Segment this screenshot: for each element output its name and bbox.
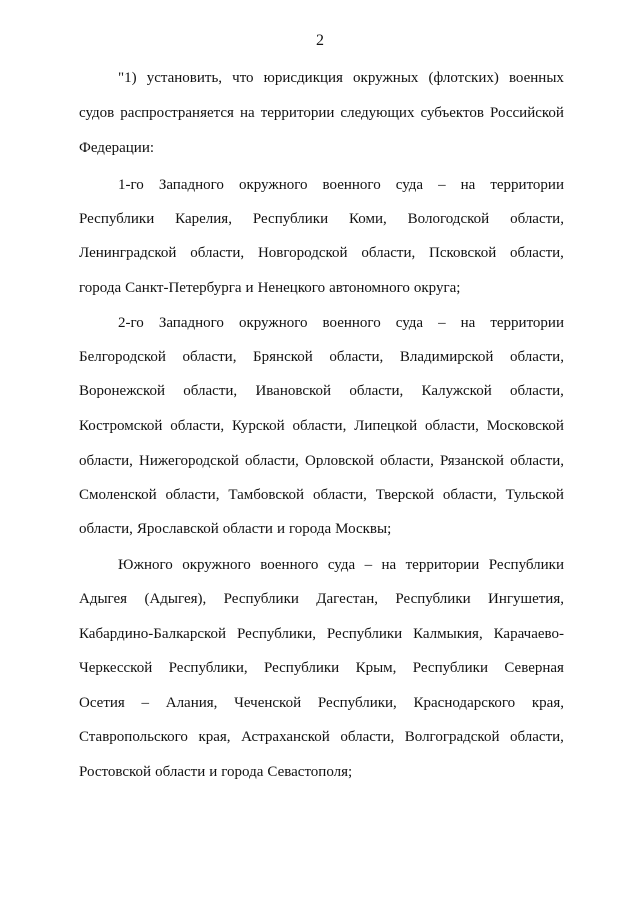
word: Алания, [165,695,218,711]
word: Ненецкого [257,280,326,296]
word: – [438,177,446,193]
text-line [79,243,564,263]
word: Республики [488,557,564,573]
word: области, [165,487,220,503]
word: военных [508,70,564,86]
word: территории [405,557,480,573]
word: Орловской [305,453,374,469]
word: Тульской [505,487,564,503]
text-line [79,624,564,644]
word: Республики, [317,695,397,711]
word: автономного [329,280,410,296]
word: Калужской [421,383,492,399]
text-line [79,693,564,713]
text-line [79,278,564,298]
word: окружного [238,315,308,331]
word: Липецкой [354,418,418,434]
word: области, [190,245,245,261]
word: – [141,695,150,711]
word: области, [312,487,367,503]
word: что [232,70,254,86]
word: Ивановской [255,383,332,399]
word: Крым, [355,660,397,676]
word: Краснодарского [413,695,516,711]
word: Ленинградской [79,245,177,261]
word: судов [79,105,115,121]
text-line [79,416,564,436]
word: Курской [232,418,285,434]
word: Кабардино-Балкарской [79,626,227,642]
text-line [79,762,564,782]
word: на [460,177,476,193]
word: Республики [223,591,299,607]
word: области, [340,729,395,745]
word: Ярославской [136,521,219,537]
text-line [79,727,564,747]
word: Калмыкия, [413,626,483,642]
word: Коми, [349,211,387,227]
word: окружного [182,557,251,573]
word: (Адыгея), [144,591,207,607]
word: Республики [412,660,488,676]
word: области [222,521,273,537]
word: установить, [146,70,223,86]
text-line [118,313,564,333]
word: Чеченской [234,695,302,711]
word: области, [442,487,497,503]
word: области, [292,418,347,434]
word: и [276,521,285,537]
word: области, [170,418,225,434]
word: территории [490,315,564,331]
word: Санкт-Петербурга [125,280,242,296]
text-line [79,138,564,158]
word: военного [322,315,381,331]
word: окружных [353,70,419,86]
text-line [118,68,564,88]
word: "1) [118,70,137,86]
word: Республики [263,660,340,676]
word: округа; [413,280,461,296]
word: окружного [238,177,308,193]
word: Карелия, [175,211,232,227]
word: области, [510,383,564,399]
word: области, [361,245,416,261]
word: Тамбовской [228,487,305,503]
word: Республики [79,211,155,227]
word: на [239,105,255,121]
word: Западного [158,177,224,193]
word: Новгородской [257,245,348,261]
word: и [245,280,254,296]
word: Республики [326,626,403,642]
text-line [79,347,564,367]
word: Карачаево- [493,626,564,642]
word: Псковской [429,245,497,261]
word: области [155,764,206,780]
word: – [364,557,373,573]
text-line [79,209,564,229]
word: Северная [504,660,564,676]
word: Республики, [236,626,316,642]
text-line [79,103,564,123]
word: Черкесской [79,660,153,676]
word: следующих [340,105,415,121]
word: на [381,557,397,573]
word: Брянской [253,349,313,365]
word: на [460,315,476,331]
word: области, [510,211,564,227]
word: субъектов [420,105,484,121]
word: суда [395,177,424,193]
word: Севастополя; [267,764,353,780]
word: Нижегородской [139,453,239,469]
word: края, [198,729,231,745]
word: области, [379,453,434,469]
word: Дагестан, [316,591,378,607]
word: – [438,315,446,331]
word: Республики [395,591,471,607]
word: Москвы; [335,521,392,537]
text-line [79,381,564,401]
word: области, [510,729,564,745]
text-line [79,658,564,678]
word: Московской [486,418,564,434]
word: суда [395,315,424,331]
word: Вологодской [407,211,490,227]
word: области, [329,349,384,365]
word: города [221,764,264,780]
text-line [79,589,564,609]
word: Федерации: [79,140,155,156]
word: Российской [490,105,564,121]
word: города [288,521,332,537]
word: области, [245,453,299,469]
word: области, [183,383,238,399]
text-line [118,555,564,575]
word: Астраханской [241,729,330,745]
word: и [209,764,218,780]
text-line [118,175,564,195]
word: распространяется [120,105,234,121]
word: Тверской [375,487,434,503]
text-line [79,451,564,471]
word: Республики, [168,660,248,676]
word: территории [260,105,335,121]
word: 1-го [118,177,144,193]
word: (флотских) [428,70,499,86]
word: Волгоградской [404,729,500,745]
word: суда [327,557,356,573]
word: Ингушетия, [488,591,564,607]
word: Рязанской [439,453,504,469]
word: Владимирской [399,349,494,365]
word: Западного [158,315,224,331]
word: Адыгея [79,591,128,607]
word: Ставропольского [79,729,188,745]
word: Воронежской [79,383,165,399]
word: области, [79,453,133,469]
word: Смоленской [79,487,157,503]
word: Белгородской [79,349,166,365]
word: области, [510,349,564,365]
word: Южного [118,557,173,573]
word: области, [510,453,564,469]
word: края, [531,695,564,711]
word: Осетия [79,695,125,711]
word: области, [424,418,479,434]
word: области, [182,349,237,365]
word: военного [322,177,381,193]
word: области, [510,245,564,261]
word: территории [490,177,564,193]
text-line [79,485,564,505]
word: юрисдикция [263,70,343,86]
word: области, [349,383,404,399]
word: Костромской [79,418,163,434]
word: 2-го [118,315,144,331]
text-line [79,519,564,539]
word: города [79,280,122,296]
word: военного [260,557,319,573]
word: Республики [252,211,329,227]
word: области, [79,521,133,537]
word: Ростовской [79,764,152,780]
page-number: 2 [316,32,324,49]
